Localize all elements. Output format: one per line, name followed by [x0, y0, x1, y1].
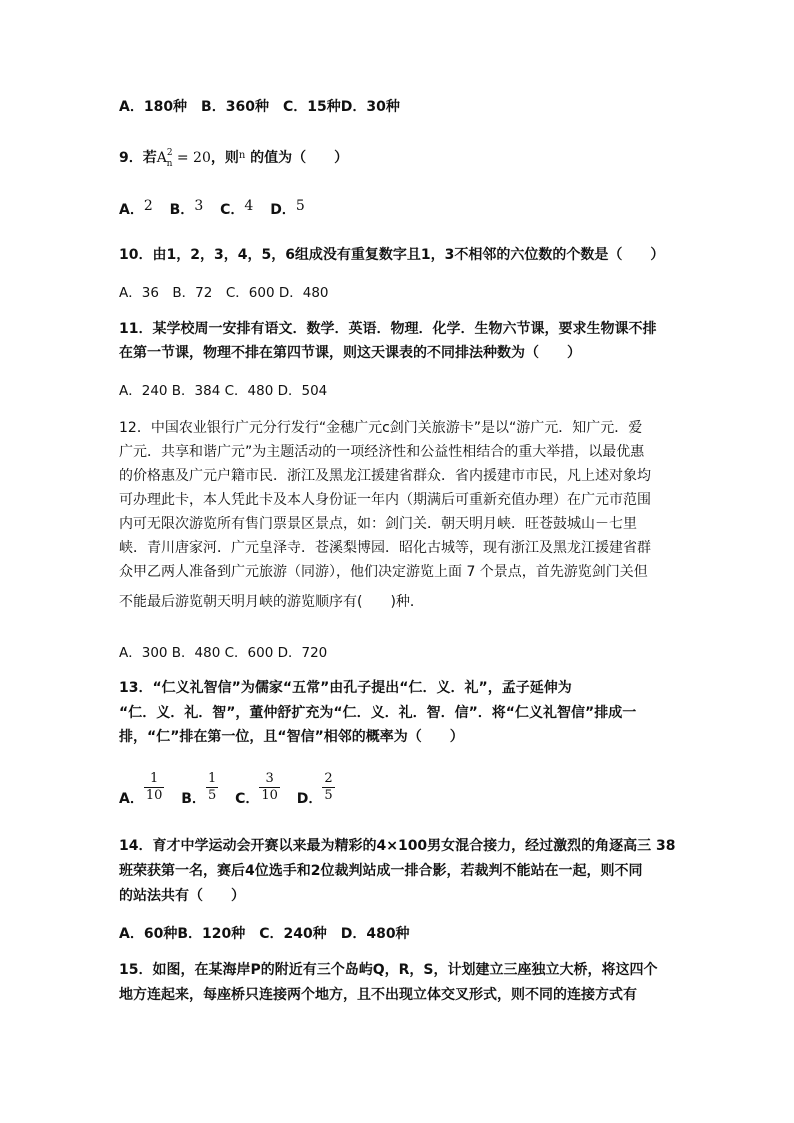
q12-line-4: 可办理此卡，本人凭此卡及本人身份证一年内（期满后可重新充值办理）在广元市范围 — [119, 492, 651, 508]
q12-line-7: 众甲乙两人准备到广元旅游（同游），他们决定游览上面 7 个景点，首先游览剑门关但 — [119, 564, 648, 580]
q10-options: A．36 B．72 C．600 D．480 — [119, 285, 329, 301]
q12-line-2: 广元．共享和谐广元”为主题活动的一项经济性和公益性相结合的重大举措，以最优惠 — [119, 444, 645, 460]
q12-line-5: 内可无限次游览所有售门票景区景点，如：剑门关．朝天明月峡．旺苍鼓城山－七里 — [119, 516, 637, 532]
q9-prefix: 9．若 — [119, 150, 157, 166]
q13-options — [119, 770, 335, 816]
q13-fraction-b: $\frac{1}{5}$ — [207, 770, 217, 803]
q9-option-b: B．3 — [169, 198, 204, 218]
q9-tail: 的值为（ ） — [245, 150, 349, 166]
q9-suffix: ，则 — [210, 150, 239, 166]
q9-option-c: C．4 — [220, 198, 254, 218]
q9-options — [119, 200, 305, 220]
q13-option-c: C． $\frac{3}{10}$ — [235, 770, 278, 807]
q10-stem: 10．由1，2，3，4，5，6组成没有重复数字且1，3不相邻的六位数的个数是（ ） — [119, 247, 665, 263]
q15-stem-line-1: 15．如图，在某海岸P的附近有三个岛屿Q，R，S，计划建立三座独立大桥，将这四个 — [119, 962, 658, 978]
q13-option-a: A． $\frac{1}{10}$ — [119, 770, 163, 807]
q9-var: n — [238, 150, 246, 161]
q8-options: A．180种 B．360种 C．15种D．30种 — [119, 99, 400, 115]
q14-stem-line-1: 14．育才中学运动会开赛以来最为精彩的4×100男女混合接力，经过激烈的角逐高三 38 — [119, 838, 676, 854]
q11-stem-line-1: 11．某学校周一安排有语文．数学．英语．物理．化学．生物六节课，要求生物课不排 — [119, 321, 657, 337]
q9-option-d: D．5 — [270, 198, 305, 218]
q9-option-a: A．2 — [119, 198, 153, 218]
q11-options: A．240 B．384 C．480 D．504 — [119, 383, 328, 399]
q14-options: A．60种B．120种 C．240种 D．480种 — [119, 926, 410, 942]
q12-line-8: 不能最后游览朝天明月峡的游览顺序有( )种． — [119, 594, 424, 610]
q13-stem-line-2: “仁．义．礼．智”，董仲舒扩充为“仁．义．礼．智．信”．将“仁义礼智信”排成一 — [119, 705, 637, 721]
q9-formula: $A^2_n = 20$ — [156, 148, 211, 169]
q9-stem — [119, 148, 348, 170]
q14-stem-line-2: 班荣获第一名，赛后4位选手和2位裁判站成一排合影，若裁判不能站在一起，则不同 — [119, 863, 643, 879]
q13-option-d: D． $\frac{2}{5}$ — [296, 770, 333, 807]
q13-fraction-a: $\frac{1}{10}$ — [145, 770, 163, 803]
q14-stem-line-3: 的站法共有（ ） — [119, 888, 245, 904]
q12-options: A．300 B．480 C．600 D．720 — [119, 645, 328, 661]
q11-stem-line-2: 在第一节课，物理不排在第四节课，则这天课表的不同排法种数为（ ） — [119, 345, 581, 361]
q12-line-3: 的价格惠及广元户籍市民．浙江及黑龙江援建省群众．省内援建市市民，凡上述对象均 — [119, 468, 651, 484]
q15-stem-line-2: 地方连起来，每座桥只连接两个地方，且不出现立体交叉形式，则不同的连接方式有 — [119, 987, 637, 1003]
q13-option-b: B． $\frac{1}{5}$ — [181, 770, 217, 807]
q13-fraction-d: $\frac{2}{5}$ — [324, 770, 333, 803]
q13-stem-line-1: 13．“仁义礼智信”为儒家“五常”由孔子提出“仁．义．礼”，孟子延伸为 — [119, 680, 572, 696]
q13-fraction-c: $\frac{3}{10}$ — [261, 770, 278, 803]
q12-stem — [119, 416, 689, 614]
q12-line-6: 峡．青川唐家河．广元皇泽寺．苍溪梨博园．昭化古城等，现有浙江及黑龙江援建省群 — [119, 540, 651, 556]
q13-stem-line-3: 排，“仁”排在第一位，且“智信”相邻的概率为（ ） — [119, 729, 464, 745]
q12-line-1: 12．中国农业银行广元分行发行“金穗广元c剑门关旅游卡”是以“游广元．知广元．爱 — [119, 420, 643, 436]
